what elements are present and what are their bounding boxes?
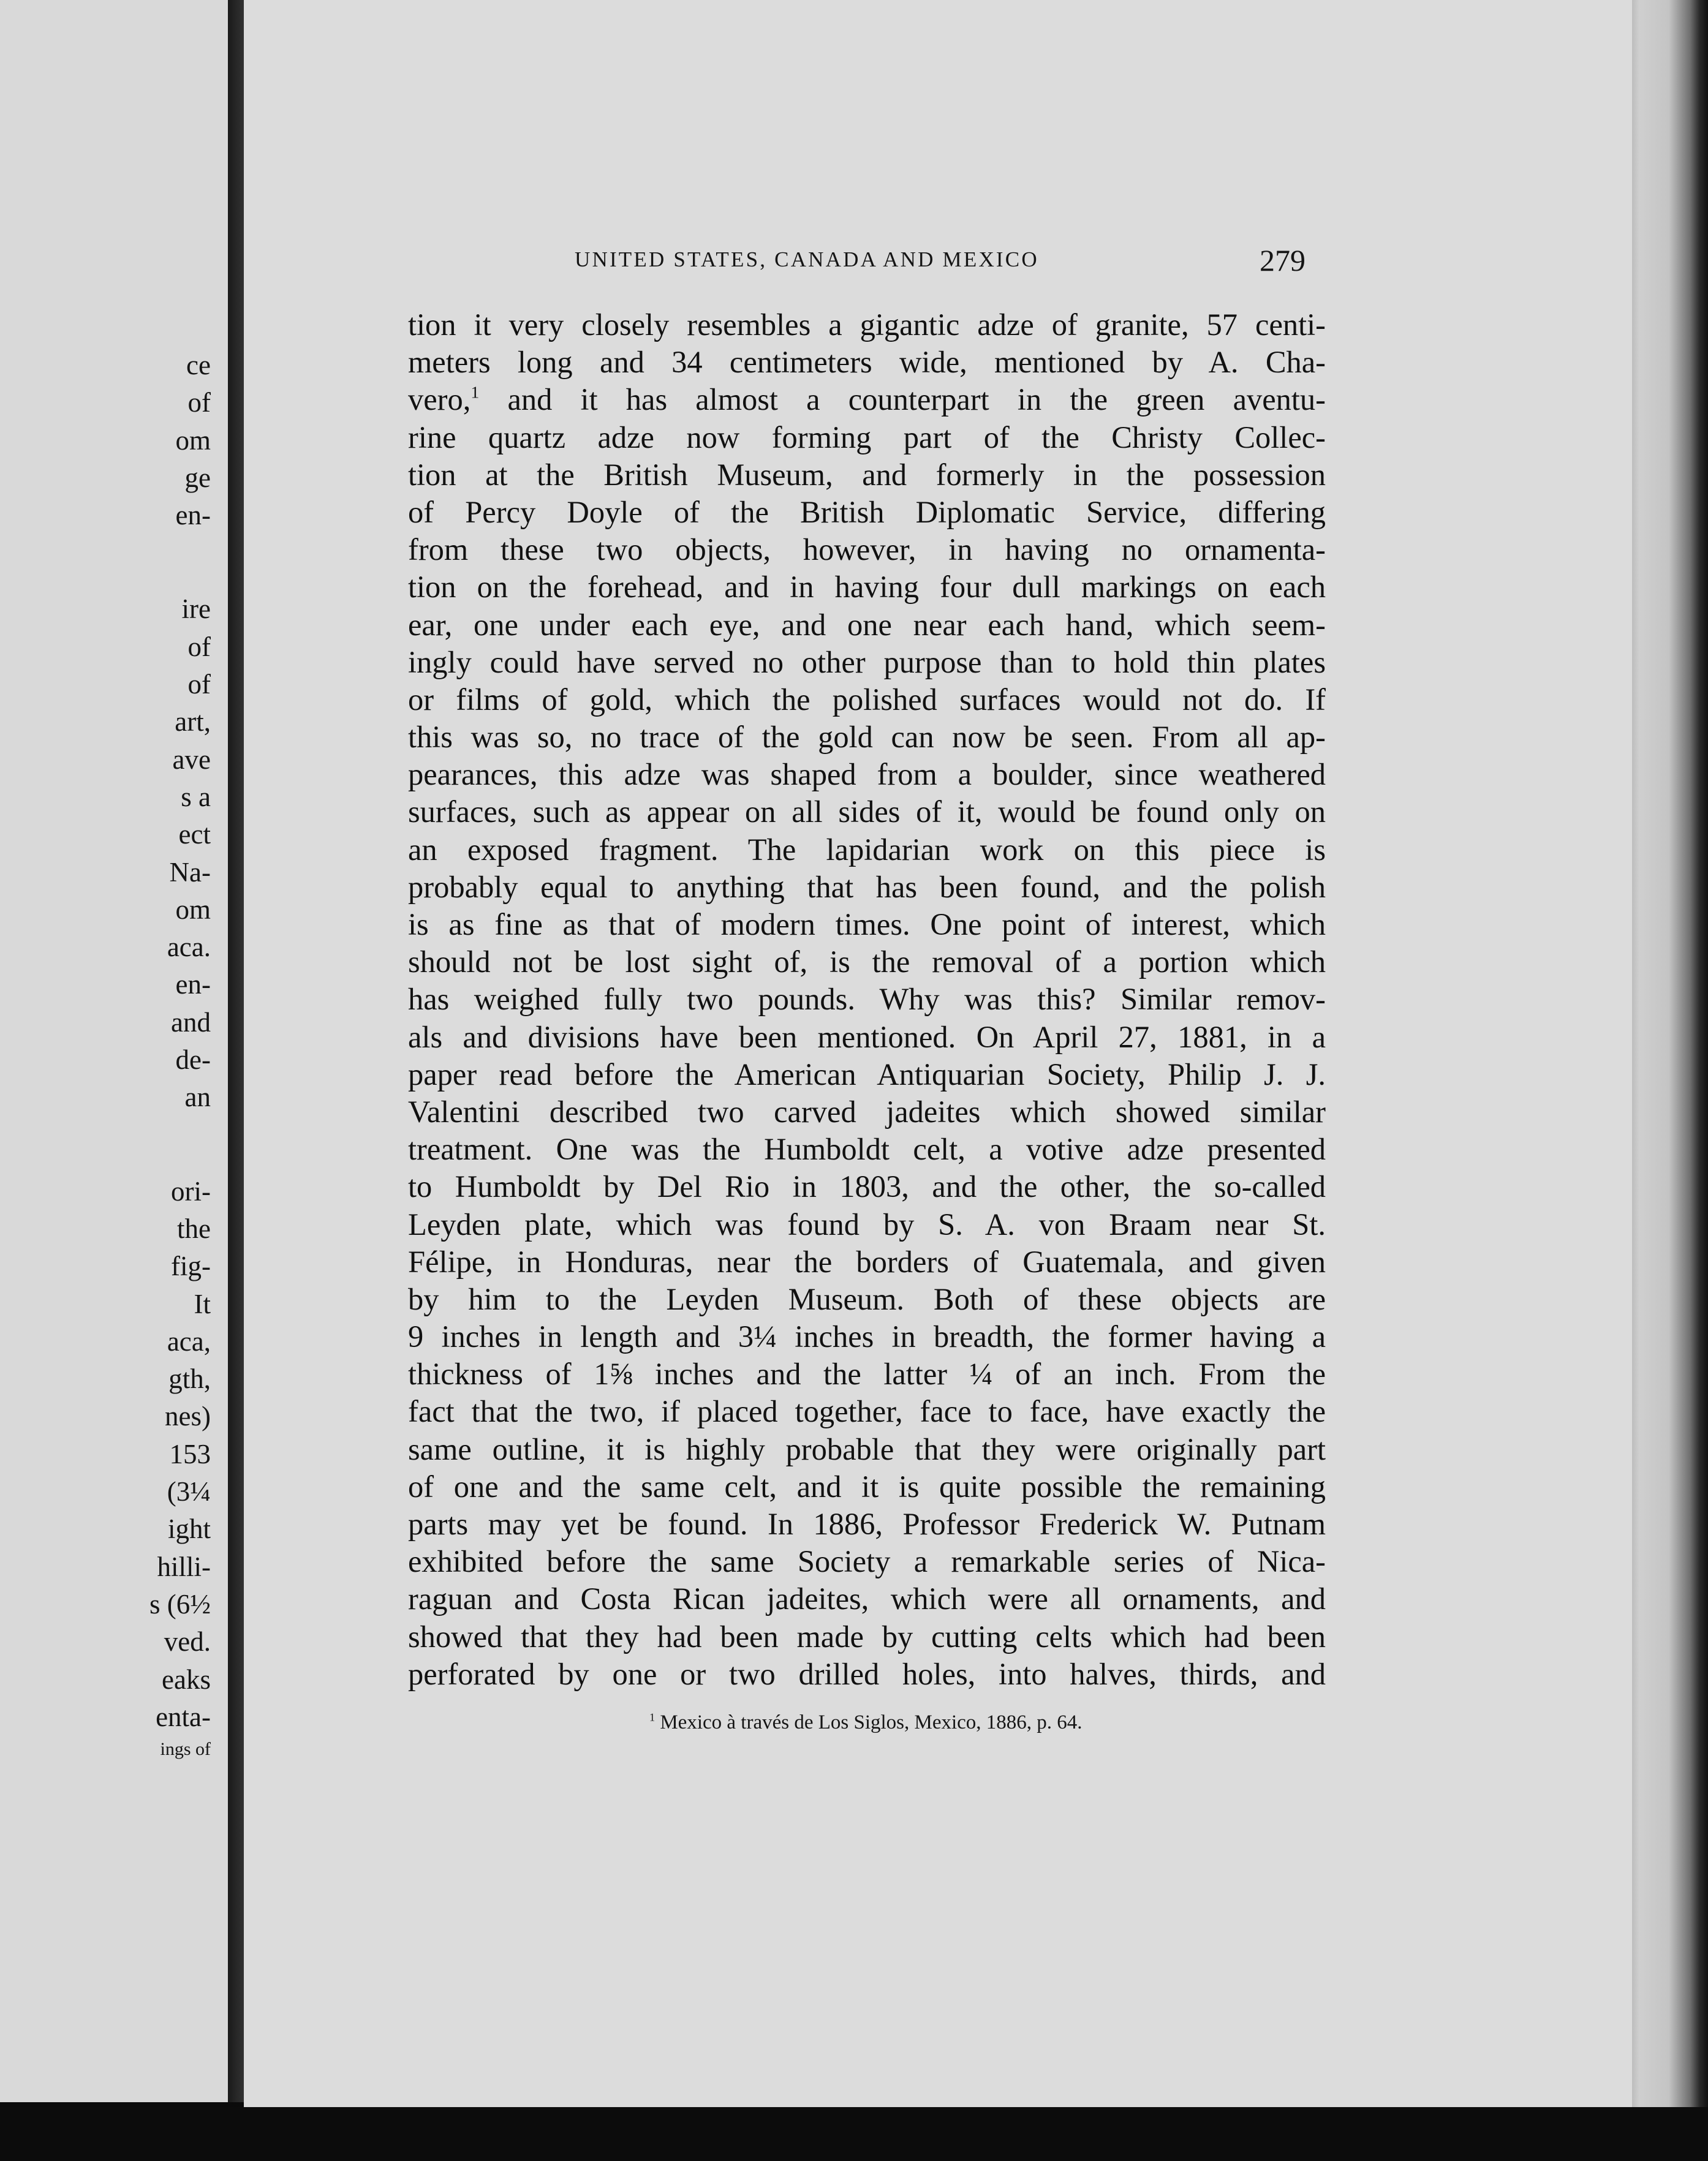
- left-line-fragment: ight: [167, 1514, 211, 1545]
- left-line-fragment: en-: [175, 500, 211, 531]
- scan-bottom-border: [0, 2107, 1708, 2161]
- text-line: or films of gold, which the polished surfaces would not do. If: [408, 682, 1326, 717]
- text-line: exhibited before the same Society a remarkable series of Nica-: [408, 1544, 1326, 1579]
- text-line: tion it very closely resembles a gigantic adze of granite, 57 centi-: [408, 307, 1326, 342]
- page-number: 279: [1260, 243, 1306, 277]
- left-line-fragment: and: [171, 1006, 211, 1038]
- left-line-fragment: eaks: [162, 1664, 211, 1695]
- running-head-title: UNITED STATES, CANADA AND MEXICO: [575, 247, 1039, 271]
- text-line: to Humboldt by Del Rio in 1803, and the other, the so-called: [408, 1169, 1326, 1204]
- text-line: this was so, no trace of the gold can now be seen. From all ap-: [408, 720, 1326, 755]
- text-line: [408, 381, 1326, 418]
- left-line-fragment: de-: [175, 1044, 211, 1076]
- page-edge-right: [1632, 0, 1708, 2161]
- left-line-fragment: ire: [181, 594, 211, 625]
- line-start: vero,: [408, 382, 471, 417]
- text-line: perforated by one or two drilled holes, into halves, thirds, and: [408, 1656, 1326, 1691]
- left-line-fragment: an: [184, 1082, 211, 1113]
- left-line-fragment: nes): [165, 1401, 211, 1432]
- text-line: rine quartz adze now forming part of the Christy Collec-: [408, 420, 1326, 454]
- text-line: raguan and Costa Rican jadeites, which were all ornaments, and: [408, 1582, 1326, 1616]
- text-line: tion on the forehead, and in having four dull markings on each: [408, 570, 1326, 605]
- text-line: 9 inches in length and 3¼ inches in breadth, the former having a: [408, 1319, 1326, 1354]
- text-line: Leyden plate, which was found by S. A. von Braam near St.: [408, 1207, 1326, 1242]
- text-line: surfaces, such as appear on all sides of it, would be found only on: [408, 794, 1326, 829]
- running-head: [575, 243, 1310, 279]
- line-rest: and it has almost a counterpart in the green aventu-: [479, 382, 1326, 417]
- footnote-reference: 1: [470, 383, 480, 402]
- text-line: meters long and 34 centimeters wide, mentioned by A. Cha-: [408, 345, 1326, 380]
- text-line: is as fine as that of modern times. One point of interest, which: [408, 907, 1326, 941]
- left-line-fragment: om: [175, 894, 211, 925]
- text-line: showed that they had been made by cutting celts which had been: [408, 1619, 1326, 1654]
- text-line: Félipe, in Honduras, near the borders of Guatemala, and given: [408, 1244, 1326, 1279]
- left-line-fragment: aca.: [167, 932, 211, 963]
- left-line-fragment: aca,: [167, 1326, 211, 1357]
- facing-page-text-fragments: [113, 347, 211, 1762]
- text-line: same outline, it is highly probable that they were originally part: [408, 1431, 1326, 1466]
- left-line-fragment: enta-: [156, 1701, 211, 1732]
- left-line-fragment: of: [187, 631, 211, 662]
- left-line-fragment: (3¼: [167, 1476, 211, 1507]
- footnote: [649, 1711, 1201, 1734]
- paragraph-gap: [113, 534, 211, 590]
- text-line: paper read before the American Antiquarian Society, Philip J. J.: [408, 1057, 1326, 1092]
- left-line-fragment: s a: [181, 781, 211, 812]
- footnote-marker: 1: [649, 1711, 656, 1724]
- left-line-fragment: ave: [172, 744, 211, 775]
- body-text: [408, 306, 1326, 1693]
- left-line-fragment: ved.: [164, 1626, 211, 1658]
- text-line: fact that the two, if placed together, face to face, have exactly the: [408, 1394, 1326, 1429]
- paragraph-gap: [113, 1117, 211, 1173]
- left-footnote-fragment: ings of: [160, 1739, 211, 1760]
- left-line-fragment: ori-: [171, 1175, 211, 1207]
- text-line: an exposed fragment. The lapidarian work on this piece is: [408, 832, 1326, 867]
- left-line-fragment: ect: [178, 819, 211, 850]
- footnote-text: Mexico à través de Los Siglos, Mexico, 1886, p. 64.: [660, 1711, 1083, 1733]
- text-line: probably equal to anything that has been found, and the polish: [408, 869, 1326, 904]
- left-line-fragment: ce: [186, 350, 211, 380]
- left-line-fragment: Na-: [169, 856, 211, 888]
- text-line: from these two objects, however, in having no ornamenta-: [408, 532, 1326, 567]
- facing-page-left: [0, 0, 228, 2102]
- text-line: parts may yet be found. In 1886, Professor Frederick W. Putnam: [408, 1507, 1326, 1541]
- left-line-fragment: of: [187, 387, 211, 418]
- text-line: of Percy Doyle of the British Diplomatic Service, differing: [408, 494, 1326, 529]
- left-line-fragment: en-: [175, 969, 211, 1000]
- left-line-fragment: gth,: [168, 1363, 211, 1395]
- left-line-fragment: hilli-: [157, 1551, 211, 1582]
- left-line-fragment: fig-: [171, 1251, 211, 1282]
- text-line: treatment. One was the Humboldt celt, a votive adze presented: [408, 1132, 1326, 1167]
- left-line-fragment: art,: [175, 706, 211, 737]
- left-line-fragment: ge: [184, 462, 211, 493]
- left-line-fragment: 153: [169, 1438, 211, 1469]
- text-line: tion at the British Museum, and formerly in the possession: [408, 457, 1326, 492]
- left-line-fragment: s (6½: [149, 1588, 211, 1620]
- text-line: Valentini described two carved jadeites which showed similar: [408, 1094, 1326, 1129]
- text-line: should not be lost sight of, is the removal of a portion which: [408, 945, 1326, 979]
- left-line-fragment: om: [175, 424, 211, 456]
- left-line-fragment: the: [177, 1213, 211, 1244]
- left-line-fragment: It: [194, 1288, 211, 1319]
- text-line: of one and the same celt, and it is quite possible the remaining: [408, 1469, 1326, 1504]
- text-line: by him to the Leyden Museum. Both of these objects are: [408, 1281, 1326, 1316]
- text-line: als and divisions have been mentioned. On April 27, 1881, in a: [408, 1019, 1326, 1054]
- text-line: has weighed fully two pounds. Why was this? Similar remov-: [408, 982, 1326, 1017]
- text-line: ear, one under each eye, and one near each hand, which seem-: [408, 607, 1326, 642]
- left-line-fragment: of: [187, 669, 211, 700]
- text-line: ingly could have served no other purpose than to hold thin plates: [408, 644, 1326, 679]
- text-line: thickness of 1⅝ inches and the latter ¼ of an inch. From the: [408, 1357, 1326, 1392]
- text-line: pearances, this adze was shaped from a boulder, since weathered: [408, 757, 1326, 792]
